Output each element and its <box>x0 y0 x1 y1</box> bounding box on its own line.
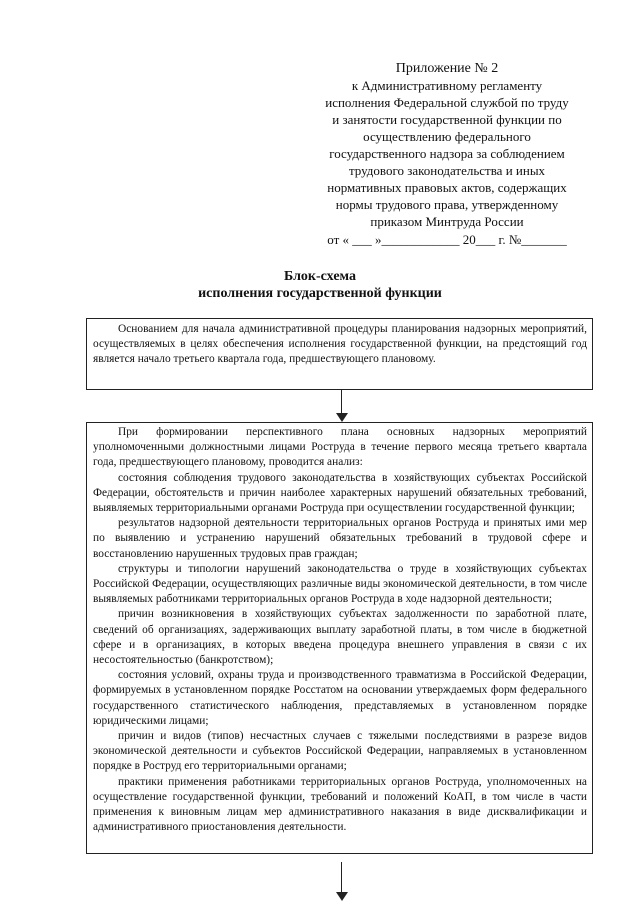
appendix-header <box>282 60 612 248</box>
block-paragraph: практики применения работниками территориальных органов Роструда, уполномоченных на осуществление государственной функции, требований и положений КоАП, в том числе в части применения к виновным лицам мер административного наказания в виде дисквалификации и административного приостановления деятельности. <box>93 775 587 834</box>
arrow-down-icon <box>336 390 348 422</box>
appendix-line: исполнения Федеральной службой по труду <box>325 95 569 110</box>
block-paragraph: состояния соблюдения трудового законодательства в хозяйствующих субъектах Российской Федерации, обстоятельств и причин наиболее характерных нарушений обязательных требований, выявляемых территориальными органами Роструда при осуществлении государственной функции; <box>93 471 587 515</box>
appendix-line: приказом Минтруда России <box>370 214 524 229</box>
appendix-line: нормативных правовых актов, содержащих <box>327 180 567 195</box>
block-paragraph: При формировании перспективного плана основных надзорных мероприятий уполномоченными должностными лицами Роструда в течение первого месяца третьего квартала года, предшествующего плановому, проводится анализ: <box>93 426 587 469</box>
appendix-line: трудового законодательства и иных <box>348 163 546 178</box>
appendix-line: нормы трудового права, утвержденному <box>335 197 559 212</box>
heading-line-2: исполнения государственной функции <box>198 286 442 301</box>
appendix-title: Приложение № 2 <box>395 61 499 76</box>
appendix-line: осуществлению федерального <box>363 129 531 144</box>
block-paragraph: причин и видов (типов) несчастных случаев с тяжелыми последствиями в разрезе видов экономической деятельности и субъектов Российской Федерации, направляемых в установленном порядке в Роструд его территориальными органами; <box>93 730 587 773</box>
block-paragraph: результатов надзорной деятельности территориальных органов Роструда и принятых ими мер по выявлению и устранению нарушений обязательных требований в трудовой сфере и восстановлению нарушенных трудовых прав граждан; <box>93 517 587 560</box>
appendix-line: государственного надзора за соблюдением <box>329 146 565 161</box>
block-paragraph: причин возникновения в хозяйствующих субъектах задолженности по заработной плате, сведений об организациях, задерживающих выплату заработной платы, в том числе в бюджетной сфере и в организациях, в которых введена процедура внешнего управления в связи с их несостоятельностью (банкротством); <box>93 608 587 667</box>
block-paragraph: состояния условий, охраны труда и производственного травматизма в Российской Федерации, формируемых в установленном порядке Росстатом на основании утверждаемых форм федерального государственного статистического наблюдения, представляемых в установленном порядке юридическими лицами; <box>93 669 587 727</box>
date-line: от « ___ »____________ 20___ г. №_______ <box>327 232 567 247</box>
heading-line-1: Блок-схема <box>284 269 356 284</box>
flowchart-heading <box>0 268 640 302</box>
block-paragraph: структуры и типологии нарушений законодательства о труде в хозяйствующих субъектах Российской Федерации, осуществляющих различные виды экономической деятельности, в том числе выявляемых работниками территориальных органов Роструда в ходе надзорной деятельности; <box>93 562 587 606</box>
arrow-down-icon <box>336 862 348 902</box>
block-text: Основанием для начала административной процедуры планирования надзорных мероприятий, осуществляемых в целях обеспечения исполнения государственной функции, на предстоящий год является начало третьего квартала года, предшествующего плановому. <box>93 323 587 366</box>
flowchart-block-analysis <box>86 422 593 854</box>
flowchart-block-start <box>86 318 593 390</box>
appendix-line: и занятости государственной функции по <box>332 112 562 127</box>
appendix-line: к Административному регламенту <box>351 78 543 93</box>
